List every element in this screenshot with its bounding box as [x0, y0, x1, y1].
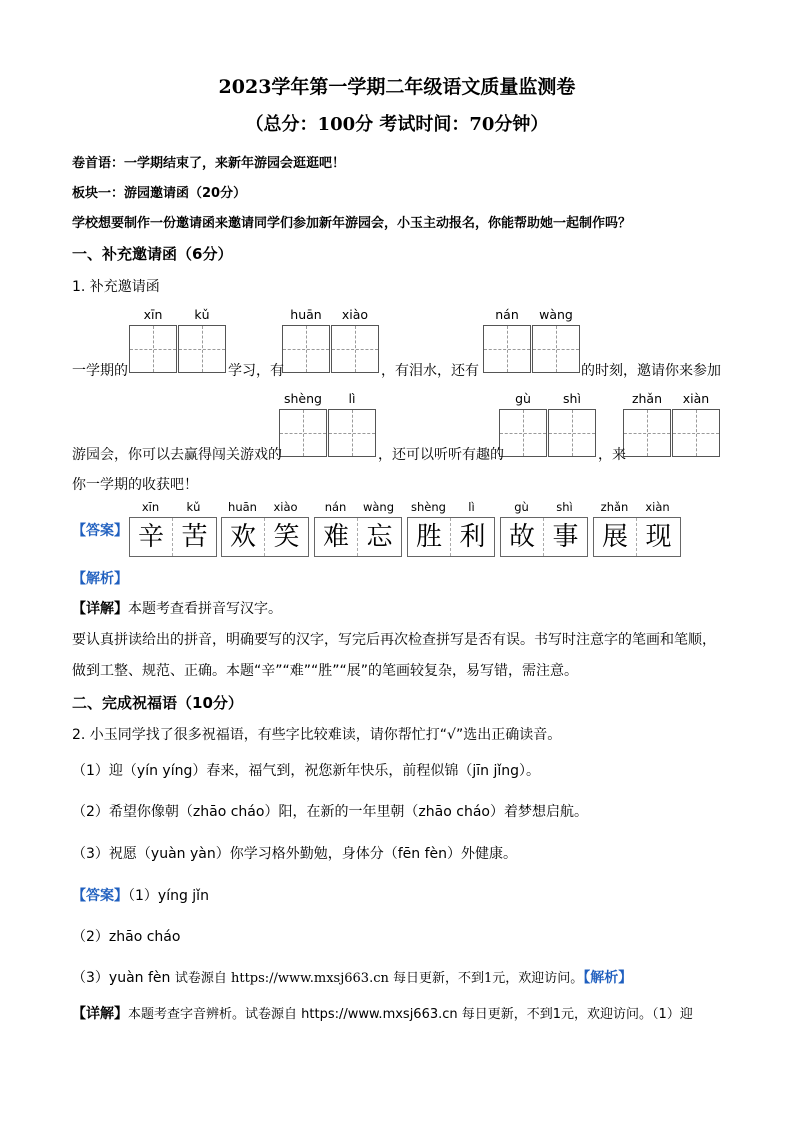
- answer-char: 利: [459, 522, 486, 552]
- pinyin-label: shèng: [284, 391, 322, 406]
- writing-grid[interactable]: [331, 325, 379, 373]
- answer-char: 胜: [408, 518, 451, 556]
- analysis-label: 【解析】: [72, 571, 128, 587]
- pinyin-label: gù: [515, 391, 531, 406]
- block1-heading: 板块一：游园邀请函（20分）: [72, 186, 247, 201]
- answer-label: 【答案】: [72, 523, 128, 539]
- answer-pinyin: gù: [514, 500, 529, 514]
- sentence-text: ，还可以听听有趣的: [378, 447, 504, 463]
- pinyin-label: wàng: [539, 307, 573, 322]
- analysis-paragraph: 要认真拼读给出的拼音，明确要写的汉字，写完后再次检查拼写是否有误。书写时注意字的笔画和笔顺，: [72, 632, 716, 648]
- detail-line: [72, 1003, 693, 1023]
- answer-pinyin: wàng: [362, 500, 395, 514]
- answer-label: 【答案】: [72, 888, 128, 904]
- pinyin-label: lì: [348, 391, 356, 406]
- analysis-label: 【解析】: [583, 970, 633, 986]
- answer-char: 欢: [222, 518, 265, 556]
- writing-grid[interactable]: [499, 409, 547, 457]
- sentence-text: ，有泪水，还有: [381, 363, 479, 379]
- page-subtitle: （总分：100分 考试时间：70分钟）: [245, 114, 549, 135]
- question2-sentence: （1）迎（yín yíng）春来，福气到，祝您新年快乐，前程似锦（jīn jǐng）。: [72, 763, 540, 779]
- answer-pinyin: shì: [556, 500, 573, 514]
- question2-text: 2. 小玉同学找了很多祝福语，有些字比较难读，请你帮忙打“√”选出正确读音。: [72, 727, 562, 743]
- answer-char: 事: [552, 522, 579, 552]
- writing-grid[interactable]: [532, 325, 580, 373]
- answer-char: 笑: [273, 522, 300, 552]
- answer-pinyin: xiào: [273, 500, 298, 514]
- writing-grid[interactable]: [328, 409, 376, 457]
- answer-word-box: [500, 517, 588, 557]
- answer-char: 难: [315, 518, 358, 556]
- writing-grid[interactable]: [279, 409, 327, 457]
- section2-heading: 二、完成祝福语（10分）: [72, 694, 243, 712]
- answer-char: 展: [594, 518, 637, 556]
- answer-word-box: [314, 517, 402, 557]
- answer-text: （2）zhāo cháo: [72, 929, 181, 945]
- answer-pinyin: shèng: [411, 500, 446, 514]
- pinyin-label: huān: [290, 307, 322, 322]
- answer-char: 辛: [130, 518, 173, 556]
- pinyin-label: zhǎn: [631, 391, 663, 406]
- answer2-line: [72, 967, 632, 987]
- answer-pinyin: xīn: [141, 500, 160, 514]
- answer2-line: [72, 885, 209, 905]
- pinyin-label: xiàn: [682, 391, 710, 406]
- detail-label: 【详解】: [72, 1006, 128, 1022]
- detail-text: 本题考查字音辨析。试卷源自 https://www.mxsj663.cn 每日更新，不到1元，欢迎访问。（1）迎: [128, 1007, 693, 1022]
- writing-grid[interactable]: [623, 409, 671, 457]
- sentence-text: 的时刻，邀请你来参加: [581, 363, 721, 379]
- answer-pinyin: kǔ: [186, 500, 201, 514]
- answer-char: 苦: [181, 522, 208, 552]
- pinyin-label: xiào: [341, 307, 369, 322]
- page-title: 2023学年第一学期二年级语文质量监测卷: [218, 76, 576, 98]
- writing-grid[interactable]: [483, 325, 531, 373]
- question2-sentence: （2）希望你像朝（zhāo cháo）阳，在新的一年里朝（zhāo cháo）着梦想启航。: [72, 804, 588, 820]
- writing-grid[interactable]: [282, 325, 330, 373]
- sentence-text: 你一学期的收获吧！: [72, 477, 198, 493]
- source-note: 试卷源自 https://www.mxsj663.cn 每日更新，不到1元，欢迎访问。: [174, 971, 584, 986]
- answer-word-box: [129, 517, 217, 557]
- scene-text: 学校想要制作一份邀请函来邀请同学们参加新年游园会，小玉主动报名，你能帮助她一起制作吗？: [72, 216, 632, 231]
- answer-char: 故: [501, 518, 544, 556]
- sentence-text: 学习，有: [228, 363, 284, 379]
- preface-text: 卷首语：一学期结束了，来新年游园会逛逛吧！: [72, 156, 346, 171]
- question2-sentence: （3）祝愿（yuàn yàn）你学习格外勤勉，身体分（fēn fèn）外健康。: [72, 846, 517, 862]
- pinyin-label: nán: [495, 307, 519, 322]
- answer-pinyin: zhǎn: [600, 500, 629, 514]
- answer-word-box: [221, 517, 309, 557]
- answer-word-box: [593, 517, 681, 557]
- answer-word-box: [407, 517, 495, 557]
- sentence-text: ，来: [598, 447, 626, 463]
- writing-grid[interactable]: [129, 325, 177, 373]
- answer-pinyin: xiàn: [645, 500, 670, 514]
- detail-line: [72, 598, 282, 618]
- detail-text: 本题考查看拼音写汉字。: [128, 601, 282, 617]
- answer-char: 现: [645, 522, 672, 552]
- answer-char: 忘: [366, 522, 393, 552]
- section1-heading: 一、补充邀请函（6分）: [72, 245, 233, 263]
- sentence-text: 游园会，你可以去赢得闯关游戏的: [72, 447, 282, 463]
- answer-text: （1）yíng jǐn: [128, 888, 209, 904]
- pinyin-label: xīn: [143, 307, 163, 322]
- pinyin-label: shì: [563, 391, 581, 406]
- writing-grid[interactable]: [548, 409, 596, 457]
- analysis-paragraph: 做到工整、规范、正确。本题“辛”“难”“胜”“展”的笔画较复杂，易写错，需注意。: [72, 663, 579, 679]
- detail-label: 【详解】: [72, 601, 128, 617]
- writing-grid[interactable]: [672, 409, 720, 457]
- sentence-text: 一学期的: [72, 363, 128, 379]
- answer-pinyin: lì: [468, 500, 475, 514]
- answer-pinyin: nán: [324, 500, 347, 514]
- answer-text: （3）yuàn fèn: [72, 970, 171, 986]
- answer-pinyin: huān: [228, 500, 257, 514]
- question1-label: 1. 补充邀请函: [72, 279, 160, 295]
- pinyin-label: kǔ: [194, 307, 210, 322]
- writing-grid[interactable]: [178, 325, 226, 373]
